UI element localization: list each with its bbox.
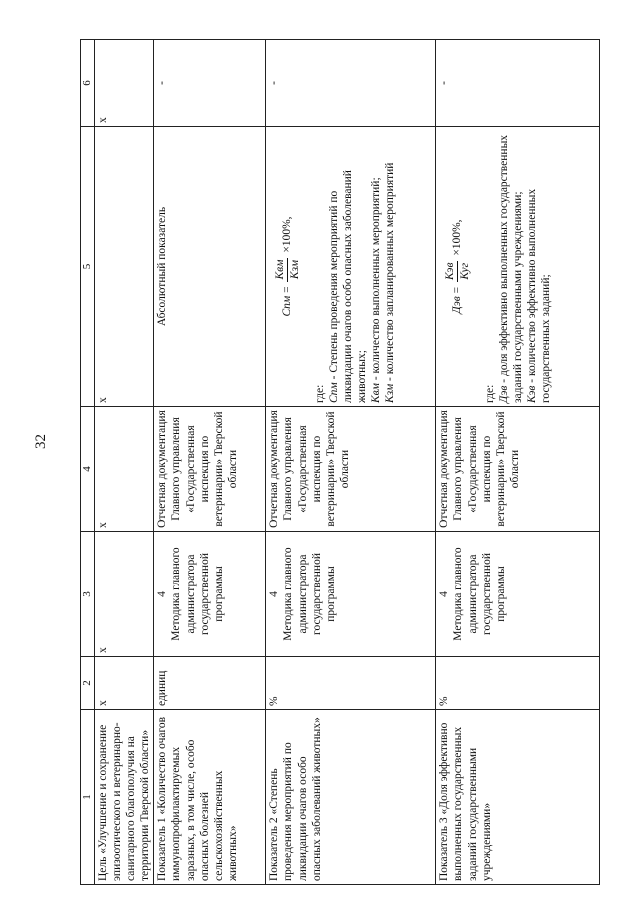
- indicator-name: Показатель 3 «Доля эффективно выполненных государственных заданий государственными учреждениями»: [436, 710, 600, 885]
- unit: %: [266, 657, 436, 710]
- note-dash: -: [266, 40, 436, 127]
- header-cell: 5: [81, 127, 95, 407]
- note-dash: -: [436, 40, 600, 127]
- definition: Кэв - количество эффективно выполненных государственных заданий;: [525, 188, 552, 403]
- page-number: 32: [33, 434, 49, 449]
- header-cell: 6: [81, 40, 95, 127]
- definition: Спм - Степень проведения мероприятий по ликвидации очагов особо опасных заболеваний животных;: [327, 170, 368, 403]
- method-number: 4: [268, 591, 281, 597]
- calc-text: Абсолютный показатель: [154, 127, 266, 407]
- rotated-table-container: [80, 40, 600, 885]
- formula-numerator: Квм: [273, 258, 288, 282]
- table-row-goal: [95, 40, 154, 885]
- source-text: Отчетная документация Главного управления «Государственная инспекция по ветеринарии» Тверской области: [436, 407, 600, 532]
- cell-x: х: [95, 127, 154, 407]
- where-label: где:: [313, 384, 326, 403]
- formula: Дэв = Кэв Куг ×100%,: [444, 219, 472, 314]
- method-cell: [266, 532, 436, 657]
- table-row-indicator-1: [154, 40, 266, 885]
- header-cell: 4: [81, 407, 95, 532]
- header-row: [81, 40, 95, 885]
- unit: единиц: [154, 657, 266, 710]
- table-row-indicator-2: [266, 40, 436, 885]
- source-text: Отчетная документация Главного управления «Государственная инспекция по ветеринарии» Тверской области: [266, 407, 436, 532]
- formula-tail: ×100%,: [281, 216, 294, 253]
- unit: %: [436, 657, 600, 710]
- cell-x: х: [95, 657, 154, 710]
- cell-x: х: [95, 532, 154, 657]
- where-label: где:: [483, 384, 496, 403]
- definition: Квм - количество выполненных мероприятий;: [369, 177, 382, 403]
- calc-cell: [266, 127, 436, 407]
- header-cell: 3: [81, 532, 95, 657]
- goal-text: Цель «Улучшение и сохранение эпизоотического и ветеринарно-санитарного благополучия на территории Тверской области»: [95, 710, 154, 885]
- formula-lhs: Дэв: [451, 296, 464, 314]
- method-text: Методика главного администратора государственной программы: [452, 547, 507, 641]
- formula-fraction: [273, 258, 302, 282]
- formula: Спм = Квм Кзм ×100%,: [274, 216, 302, 317]
- table-row-indicator-3: [436, 40, 600, 885]
- method-cell: [436, 532, 600, 657]
- formula-numerator: Кэв: [443, 261, 458, 282]
- method-text: Методика главного администратора государственной программы: [170, 547, 225, 641]
- definition: Кзм - количество запланированных мероприятий: [383, 162, 396, 403]
- formula-denominator: Куг: [459, 262, 472, 280]
- cell-x: х: [95, 407, 154, 532]
- header-cell: 2: [81, 657, 95, 710]
- indicator-name: Показатель 2 «Степень проведения мероприятий по ликвидации очагов особо опасных заболеваний животных»: [266, 710, 436, 885]
- header-cell: 1: [81, 710, 95, 885]
- calc-cell: [436, 127, 600, 407]
- method-number: 4: [156, 591, 169, 597]
- formula-lhs: Спм: [281, 295, 294, 317]
- formula-denominator: Кзм: [289, 259, 302, 280]
- method-cell: [154, 532, 266, 657]
- indicator-name: Показатель 1 «Количество очагов иммунопрофилактируемых заразных, в том числе, особо опасных болезней сельскохозяйственных животных»: [154, 710, 266, 885]
- formula-tail: ×100%,: [451, 219, 464, 256]
- definition: Дэв - доля эффективно выполненных государственных заданий государственными учреждениями;: [497, 134, 524, 403]
- method-number: 4: [438, 591, 451, 597]
- method-text: Методика главного администратора государственной программы: [282, 547, 337, 641]
- formula-fraction: [443, 261, 472, 282]
- cell-x: х: [95, 40, 154, 127]
- source-text: Отчетная документация Главного управления «Государственная инспекция по ветеринарии» Тверской области: [154, 407, 266, 532]
- note-dash: -: [154, 40, 266, 127]
- indicators-table: [80, 39, 600, 885]
